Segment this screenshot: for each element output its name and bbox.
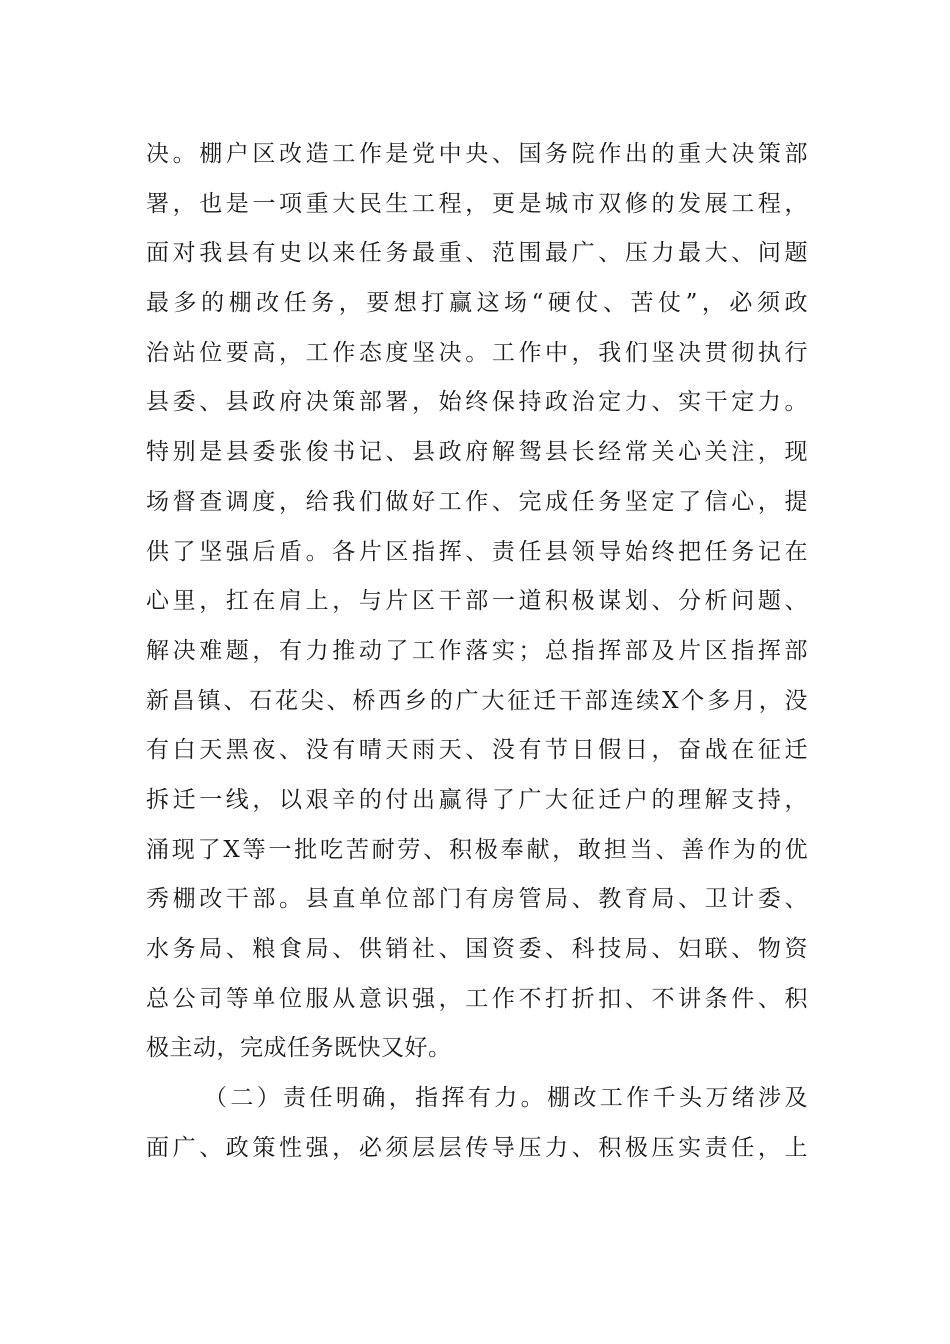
- text-line: 场督查调度，给我们做好工作、完成任务坚定了信心，提: [146, 488, 808, 515]
- text-line: 涌现了X等一批吃苦耐劳、积极奉献，敢担当、善作为的优: [146, 836, 808, 863]
- text-line: 面广、政策性强，必须层层传导压力、积极压实责任，上: [146, 1134, 808, 1161]
- text-line: 特别是县委张俊书记、县政府解鸳县长经常关心关注，现: [146, 439, 808, 466]
- text-line: 拆迁一线，以艰辛的付出赢得了广大征迁户的理解支持，: [146, 786, 808, 813]
- text-line: 有白天黑夜、没有晴天雨天、没有节日假日，奋战在征迁: [146, 737, 808, 764]
- text-line: 秀棚改干部。县直单位部门有房管局、教育局、卫计委、: [146, 886, 808, 913]
- text-line: 县委、县政府决策部署，始终保持政治定力、实干定力。: [146, 389, 808, 416]
- text-line: 解决难题，有力推动了工作落实；总指挥部及片区指挥部: [146, 637, 808, 664]
- section-heading-line: （二）责任明确，指挥有力。棚改工作千头万绪涉及: [204, 1085, 808, 1112]
- text-line: 治站位要高，工作态度坚决。工作中，我们坚决贯彻执行: [146, 339, 808, 366]
- text-line: 面对我县有史以来任务最重、范围最广、压力最大、问题: [146, 240, 808, 267]
- text-line: 新昌镇、石花尖、桥西乡的广大征迁干部连续X个多月，没: [146, 687, 808, 714]
- text-line-paragraph-end: 极主动，完成任务既快又好。: [146, 1035, 452, 1062]
- text-line: 署，也是一项重大民生工程，更是城市双修的发展工程，: [146, 190, 808, 217]
- text-line: 水务局、粮食局、供销社、国资委、科技局、妇联、物资: [146, 936, 808, 962]
- text-line: 决。棚户区改造工作是党中央、国务院作出的重大决策部: [146, 141, 808, 167]
- text-line: 供了坚强后盾。各片区指挥、责任县领导始终把任务记在: [146, 538, 808, 565]
- body-text: [146, 130, 808, 1173]
- text-line: 心里，扛在肩上，与片区干部一道积极谋划、分析问题、: [146, 588, 808, 615]
- text-line: 最多的棚改任务，要想打赢这场“硬仗、苦仗”，必须政: [146, 290, 808, 317]
- text-line: 总公司等单位服从意识强，工作不打折扣、不讲条件、积: [146, 985, 808, 1012]
